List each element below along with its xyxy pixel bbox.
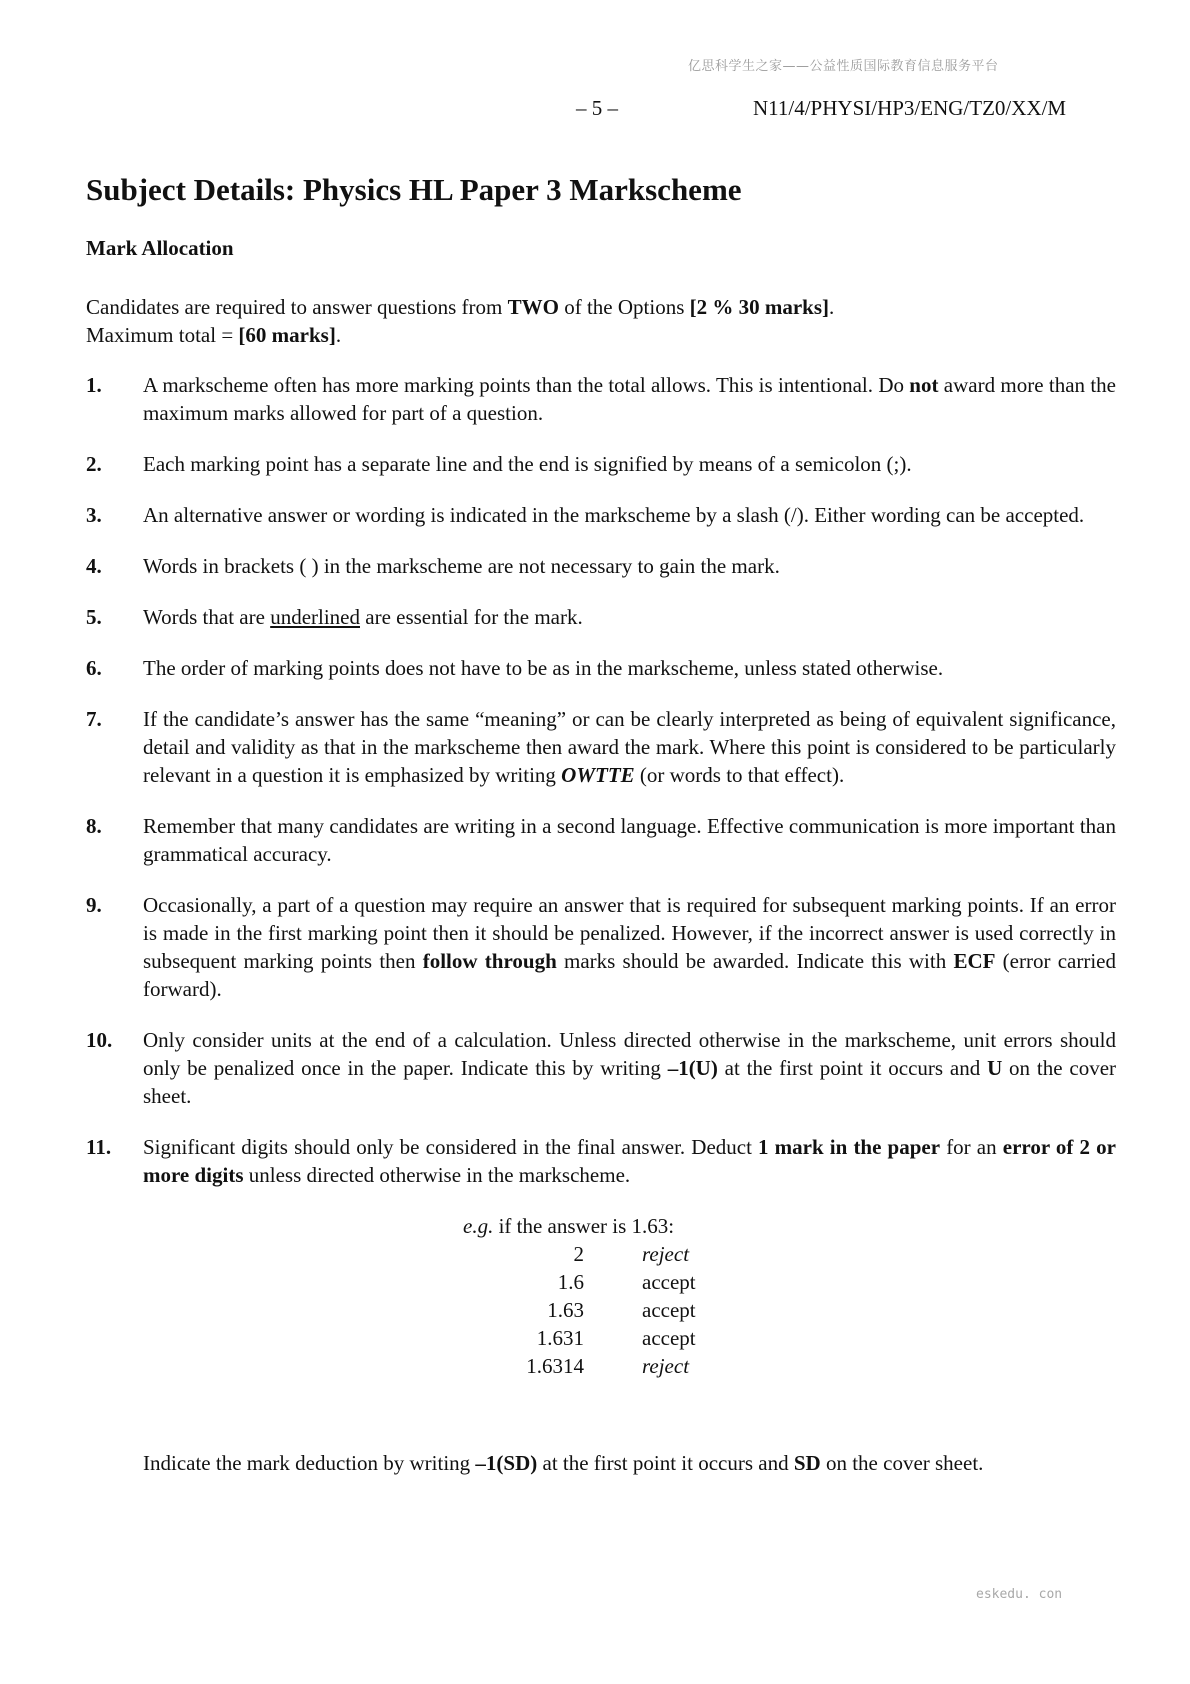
- rule-item: [86, 812, 1116, 868]
- rule-number: 9.: [86, 893, 102, 917]
- rule-number: 1.: [86, 373, 102, 397]
- rule-item: [86, 1026, 1116, 1110]
- rule-text: Occasionally, a part of a question may require an answer that is required for subsequent marking points. If an error is made in the first marking point then it should be penalized. However, if the incorrect answer is used correctly in subsequent marking points then: [143, 893, 1116, 973]
- intro-text: Candidates are required to answer questions from: [86, 295, 508, 319]
- page-number: – 5 –: [576, 96, 618, 120]
- intro-emphasis: TWO: [507, 295, 559, 319]
- example-value: 1.6: [557, 1270, 584, 1294]
- final-text: at the first point it occurs and: [537, 1451, 794, 1475]
- sig-digits-example: [463, 1212, 743, 1380]
- example-result: reject: [642, 1242, 690, 1266]
- example-row: [463, 1324, 743, 1352]
- final-emphasis: SD: [793, 1451, 821, 1475]
- rule-emphasis: U: [987, 1056, 1003, 1080]
- rule-text: The order of marking points does not have to be as in the markscheme, unless stated otherwise.: [143, 656, 944, 680]
- rule-number: 4.: [86, 554, 102, 578]
- rule-text: on the cover sheet.: [143, 1056, 1117, 1108]
- rule-number: 3.: [86, 503, 102, 527]
- intro-text: Maximum total =: [86, 323, 239, 347]
- intro-text: .: [829, 295, 835, 319]
- rule-text: for an: [940, 1135, 1003, 1159]
- final-text: Indicate the mark deduction by writing: [143, 1451, 476, 1475]
- example-value: 1.6314: [526, 1354, 584, 1378]
- rule-text: are essential for the mark.: [360, 605, 583, 629]
- intro-line-2: [86, 321, 1116, 349]
- rule-item: [86, 654, 1116, 682]
- example-result: accept: [642, 1270, 696, 1294]
- example-row: [463, 1240, 743, 1268]
- rule-emphasis: follow through: [422, 949, 557, 973]
- document-code: N11/4/PHYSI/HP3/ENG/TZ0/XX/M: [753, 96, 1067, 120]
- rule-number: 7.: [86, 707, 102, 731]
- rule-text: Words in brackets ( ) in the markscheme are not necessary to gain the mark.: [143, 554, 780, 578]
- page-title: Subject Details: Physics HL Paper 3 Markscheme: [86, 172, 742, 207]
- rule-emphasis: not: [909, 373, 939, 397]
- example-lead: [463, 1212, 743, 1240]
- rule-number: 2.: [86, 452, 102, 476]
- example-result: accept: [642, 1326, 696, 1350]
- rule-item: [86, 1133, 1116, 1380]
- rule-number: 8.: [86, 814, 102, 838]
- example-eg: e.g.: [463, 1214, 494, 1238]
- intro: [86, 293, 1116, 349]
- rule-number: 10.: [86, 1028, 113, 1052]
- final-note-wrapper: [86, 1449, 1146, 1477]
- example-result: accept: [642, 1298, 696, 1322]
- example-row: [463, 1352, 743, 1380]
- rule-number: 6.: [86, 656, 102, 680]
- intro-text: .: [335, 323, 342, 347]
- intro-text: of the Options: [558, 295, 690, 319]
- rule-item: [86, 891, 1116, 1003]
- example-value: 1.63: [547, 1298, 584, 1322]
- rule-text: Only consider units at the end of a calculation. Unless directed otherwise in the markscheme, unit errors should only be penalized once in the paper. Indicate this by writing: [143, 1028, 1116, 1080]
- rule-number: 5.: [86, 605, 102, 629]
- rule-underlined: underlined: [270, 605, 360, 629]
- rule-item: [86, 501, 1116, 529]
- rule-emphasis: 1 mark in the paper: [758, 1135, 941, 1159]
- rule-text: Remember that many candidates are writing in a second language. Effective communication is more important than grammatical accuracy.: [143, 814, 1116, 866]
- example-value: 1.631: [536, 1326, 584, 1350]
- rule-item: [86, 552, 1116, 580]
- example-row: [463, 1268, 743, 1296]
- rule-text: Words that are: [143, 605, 271, 629]
- intro-line-1: [86, 293, 1116, 321]
- final-text: on the cover sheet.: [820, 1451, 984, 1475]
- rule-item: [86, 705, 1116, 789]
- rule-text: unless directed otherwise in the markscheme.: [243, 1163, 631, 1187]
- intro-emphasis: [60 marks]: [238, 323, 336, 347]
- rule-emphasis: OWTTE: [561, 763, 635, 787]
- watermark-bottom: eskedu. con: [976, 1587, 1063, 1602]
- rule-number: 11.: [86, 1135, 112, 1159]
- rule-emphasis: error of 2 or more digits: [143, 1135, 1116, 1187]
- rule-emphasis: ECF: [953, 949, 996, 973]
- rule-emphasis: –1(U): [667, 1056, 718, 1080]
- intro-emphasis: [2 % 30 marks]: [689, 295, 830, 319]
- rule-text: Each marking point has a separate line and the end is signified by means of a semicolon (;).: [143, 452, 912, 476]
- example-result: reject: [642, 1354, 690, 1378]
- section-heading: Mark Allocation: [86, 236, 234, 260]
- rule-text: If the candidate’s answer has the same “meaning” or can be clearly interpreted as being of equivalent significance, detail and validity as that in the markscheme then award the mark. Where this point is considered to be particularly relevant in a question it is emphasized by writing: [143, 707, 1116, 787]
- rule-text: marks should be awarded. Indicate this with: [556, 949, 954, 973]
- example-value: 2: [573, 1242, 584, 1266]
- example-row: [463, 1296, 743, 1324]
- rule-text: award more than the maximum marks allowed for part of a question.: [143, 373, 1116, 425]
- rule-text: A markscheme often has more marking points than the total allows. This is intentional. Do: [143, 373, 910, 397]
- final-emphasis: –1(SD): [475, 1451, 538, 1475]
- watermark-top: 亿思科学生之家——公益性质国际教育信息服务平台: [688, 59, 999, 74]
- rule-item: [86, 371, 1116, 427]
- rule-item: [86, 450, 1116, 478]
- rule-item: [86, 603, 1116, 631]
- final-note: [86, 1449, 1146, 1477]
- rule-text: at the first point it occurs and: [717, 1056, 988, 1080]
- rule-text: (or words to that effect).: [634, 763, 845, 787]
- rule-text: An alternative answer or wording is indicated in the markscheme by a slash (/). Either wording can be accepted.: [143, 503, 1085, 527]
- rule-text: (error carried forward).: [143, 949, 1116, 1001]
- rule-text: Significant digits should only be considered in the final answer. Deduct: [143, 1135, 759, 1159]
- rules-list: [86, 371, 1116, 1380]
- example-lead-text: if the answer is 1.63:: [493, 1214, 675, 1238]
